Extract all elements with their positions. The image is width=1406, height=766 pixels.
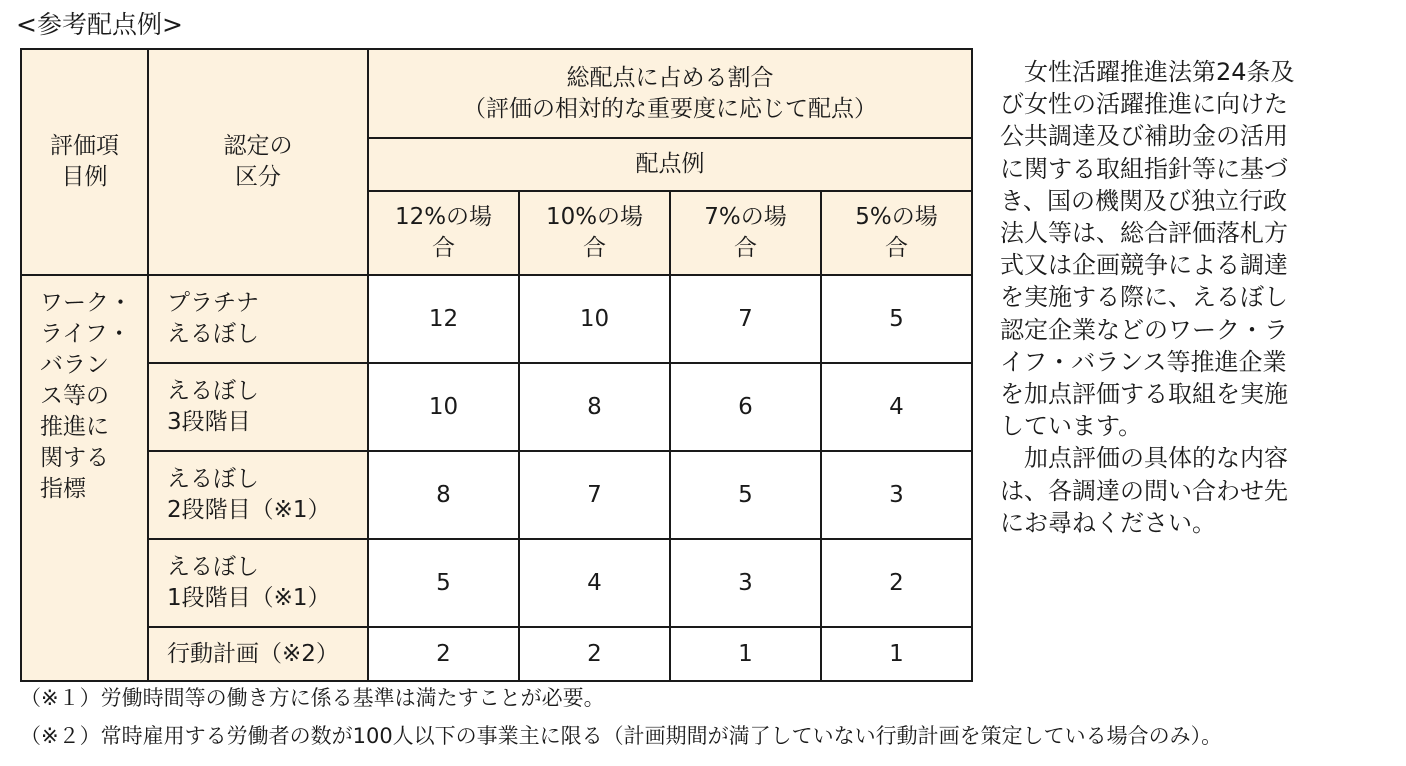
score-cell: 2 [368, 627, 519, 681]
side-line: イフ・バランス等推進企業 [1000, 347, 1287, 376]
header-line: 合 [432, 235, 455, 261]
item-label-line: バラン [40, 352, 109, 378]
table-row [21, 275, 972, 363]
header-col-10 [519, 191, 670, 275]
score-cell: 8 [519, 363, 670, 451]
header-evaluation-item [21, 49, 148, 275]
item-label-line: ス等の [40, 383, 109, 409]
header-example: 配点例 [368, 138, 972, 191]
header-line: 評価項 [50, 133, 119, 159]
score-table [20, 48, 973, 682]
score-cell: 12 [368, 275, 519, 363]
row-label-line: 行動計画（※2） [167, 640, 339, 667]
footnote-2: （※２）常時雇用する労働者の数が100人以下の事業主に限る（計画期間が満了していない行動計画を策定している場合のみ）。 [20, 724, 1223, 748]
header-line: 12%の場 [394, 204, 493, 230]
side-paragraph-1 [1000, 56, 1350, 442]
side-line: び女性の活躍推進に向けた [1000, 90, 1288, 119]
side-line: は、各調達の問い合わせ先 [1000, 476, 1288, 505]
row-label-line: 3段階目 [167, 409, 251, 435]
side-line: 加点評価の具体的な内容 [1000, 444, 1288, 473]
footnote-1: （※１）労働時間等の働き方に係る基準は満たすことが必要。 [20, 686, 605, 710]
side-line: 法人等は、総合評価落札方 [1000, 219, 1288, 248]
row-label-line: えるぼし [167, 321, 259, 347]
item-label [21, 275, 148, 681]
header-col-7 [670, 191, 821, 275]
score-cell: 4 [519, 539, 670, 627]
score-cell: 1 [670, 627, 821, 681]
row-label-line: 1段階目（※1） [167, 585, 331, 611]
row-label-line: 2段階目（※1） [167, 497, 331, 523]
side-line: に関する取組指針等に基づ [1000, 154, 1288, 183]
side-line: 式又は企画競争による調達 [1000, 251, 1288, 280]
header-line: 区分 [235, 164, 281, 190]
item-label-line: ワーク・ [40, 290, 132, 316]
score-cell: 6 [670, 363, 821, 451]
row-label [148, 451, 368, 539]
header-line: 総配点に占める割合 [566, 64, 774, 91]
header-line: 合 [734, 235, 757, 261]
score-cell: 10 [519, 275, 670, 363]
side-line: 認定企業などのワーク・ラ [1000, 315, 1288, 344]
score-cell: 5 [821, 275, 972, 363]
row-label-line: えるぼし [167, 378, 259, 404]
header-row-ratio [21, 49, 972, 138]
table-row [21, 451, 972, 539]
header-col-5 [821, 191, 972, 275]
score-cell: 2 [519, 627, 670, 681]
side-line: しています。 [1000, 412, 1143, 441]
table-row [21, 363, 972, 451]
side-description [1000, 56, 1350, 539]
table-row [21, 539, 972, 627]
item-label-line: ライフ・ [40, 321, 131, 347]
side-line: にお尋ねください。 [1000, 508, 1216, 537]
header-line: 合 [885, 235, 908, 261]
row-label [148, 363, 368, 451]
score-cell: 8 [368, 451, 519, 539]
header-line: 5%の場 [855, 204, 938, 230]
score-cell: 5 [670, 451, 821, 539]
header-ratio [368, 49, 972, 138]
side-line: を実施する際に、えるぼし [1000, 283, 1288, 312]
header-line: 認定の [223, 133, 293, 159]
header-line: 目例 [61, 164, 108, 190]
side-line: き、国の機関及び独立行政 [1000, 186, 1288, 215]
table-row [21, 627, 972, 681]
score-cell: 4 [821, 363, 972, 451]
side-paragraph-2 [1000, 442, 1350, 539]
row-label-line: えるぼし [167, 466, 259, 492]
side-line: を加点評価する取組を実施 [1000, 380, 1288, 409]
side-line: 公共調達及び補助金の活用 [1000, 122, 1288, 151]
score-cell: 3 [821, 451, 972, 539]
item-label-line: 関する [40, 445, 109, 471]
score-cell: 2 [821, 539, 972, 627]
item-label-line: 指標 [40, 476, 86, 502]
score-cell: 10 [368, 363, 519, 451]
item-label-line: 推進に [40, 414, 109, 440]
header-line: 合 [583, 235, 606, 261]
header-category [148, 49, 368, 275]
page-heading: <参考配点例> [16, 10, 183, 39]
header-col-12 [368, 191, 519, 275]
row-label [148, 275, 368, 363]
row-label [148, 627, 368, 681]
header-line: 10%の場 [545, 204, 644, 230]
row-label-line: えるぼし [167, 554, 259, 580]
score-cell: 7 [519, 451, 670, 539]
header-line: （評価の相対的な重要度に応じて配点） [463, 95, 877, 122]
score-cell: 7 [670, 275, 821, 363]
score-cell: 5 [368, 539, 519, 627]
score-cell: 3 [670, 539, 821, 627]
score-cell: 1 [821, 627, 972, 681]
header-line: 7%の場 [704, 204, 787, 230]
row-label-line: プラチナ [167, 290, 259, 316]
row-label [148, 539, 368, 627]
side-line: 女性活躍推進法第24条及 [1000, 58, 1295, 86]
